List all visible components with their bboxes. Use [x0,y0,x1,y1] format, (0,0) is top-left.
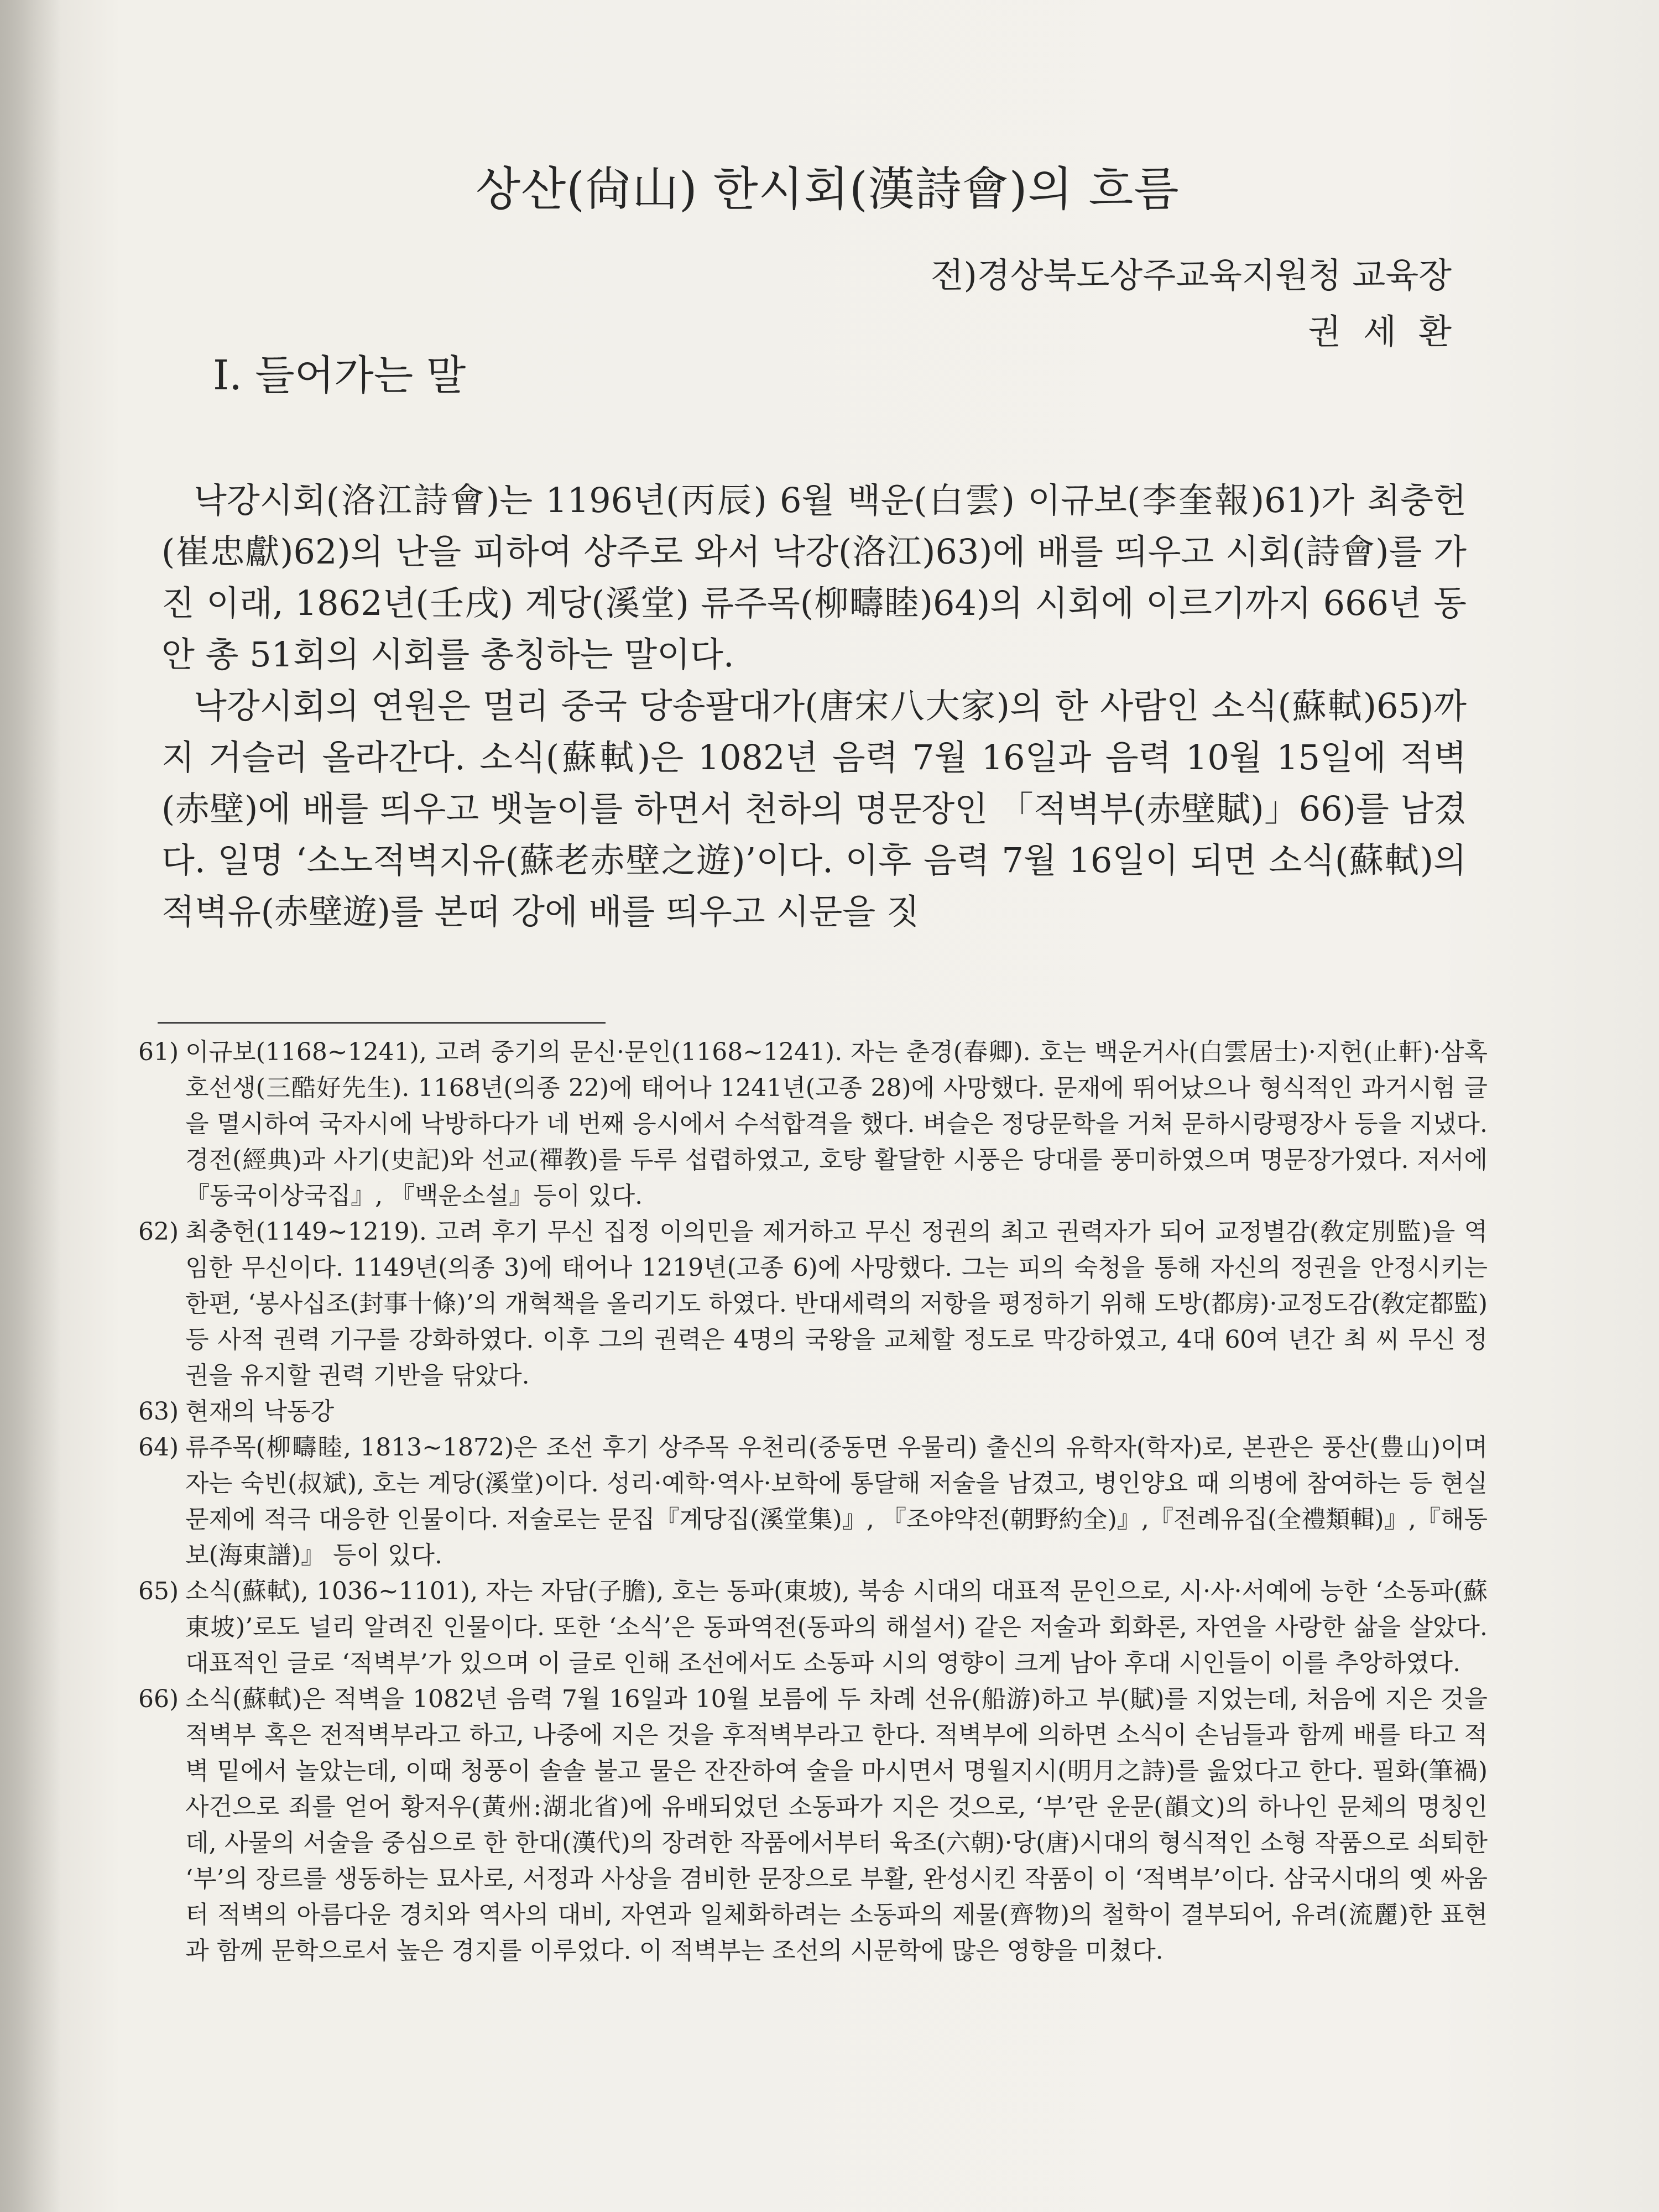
author-affiliation: 전)경상북도상주교육지원청 교육장 [930,255,1452,295]
footnote-number: 61) [138,1038,179,1066]
footnote-number: 63) [138,1397,179,1426]
author-name: 권세환 [1308,311,1474,352]
body-paragraph: 낙강시회의 연원은 멀리 중국 당송팔대가(唐宋八大家)의 한 사람인 소식(蘇軾)65)까지 거슬러 올라간다. 소식(蘇軾)은 1082년 음력 7월 16일과 음력 10월 15일에 적벽(赤壁)에 배를 띄우고 뱃놀이를 하면서 천하의 명문장인 「적벽부(赤壁賦)」66)를 남겼다. 일명 ‘소노적벽지유(蘇老赤壁之遊)’이다. 이후 음력 7월 16일이 되면 소식(蘇軾)의 적벽유(赤壁遊)를 본떠 강에 배를 띄우고 시문을 짓 [161,686,1467,932]
footnote-64 [138,1430,1488,1573]
body-paragraph: 낙강시회(洛江詩會)는 1196년(丙辰) 6월 백운(白雲) 이규보(李奎報)61)가 최충헌(崔忠獻)62)의 난을 피하여 상주로 와서 낙강(洛江)63)에 배를 띄우고 시회(詩會)를 가진 이래, 1862년(壬戌) 계당(溪堂) 류주목(柳疇睦)64)의 시회에 이르기까지 666년 동안 총 51회의 시회를 총칭하는 말이다. [161,480,1467,675]
footnote-text: 최충헌(1149~1219). 고려 후기 무신 집정 이의민을 제거하고 무신 정권의 최고 권력자가 되어 교정별감(敎定別監)을 역임한 무신이다. 1149년(의종 3)에 태어나 1219년(고종 6)에 사망했다. 그는 피의 숙청을 통해 자신의 정권을 안정시키는 한편, ‘봉사십조(封事十條)’의 개혁책을 올리기도 하였다. 반대세력의 저항을 평정하기 위해 도방(都房)·교정도감(敎定都監) 등 사적 권력 기구를 강화하였다. 이후 그의 권력은 4명의 국왕을 교체할 정도로 막강하였고, 4대 60여 년간 최 씨 무신 정권을 유지할 권력 기반을 닦았다. [185,1218,1488,1390]
footnote-text: 소식(蘇軾)은 적벽을 1082년 음력 7월 16일과 10월 보름에 두 차례 선유(船游)하고 부(賦)를 지었는데, 처음에 지은 것을 적벽부 혹은 전적벽부라고 하고, 나중에 지은 것을 후적벽부라고 한다. 적벽부에 의하면 소식이 손님들과 함께 배를 타고 적벽 밑에서 놀았는데, 이때 청풍이 솔솔 불고 물은 잔잔하여 술을 마시면서 명월지시(明月之詩)를 읊었다고 한다. 필화(筆禍) 사건으로 죄를 얻어 황저우(黃州:湖北省)에 유배되었던 소동파가 지은 것으로, ‘부’란 운문(韻文)의 하나인 문체의 명칭인데, 사물의 서술을 중심으로 한 한대(漢代)의 장려한 작품에서부터 육조(六朝)·당(唐)시대의 형식적인 소형 작품으로 쇠퇴한 ‘부’의 장르를 생동하는 묘사로, 서정과 사상을 겸비한 문장으로 부활, 완성시킨 작품이 이 ‘적벽부’이다. 삼국시대의 옛 싸움터 적벽의 아름다운 경치와 역사의 대비, 자연과 일체화하려는 소동파의 제물(齊物)의 철학이 결부되어, 유려(流麗)한 표현과 함께 문학으로서 높은 경지를 이루었다. 이 적벽부는 조선의 시문학에 많은 영향을 미쳤다. [185,1685,1488,1965]
article-title: 상산(尙山) 한시회(漢詩會)의 흐름 [476,162,1180,216]
section-heading: Ⅰ. 들어가는 말 [213,352,466,399]
footnote-text: 이규보(1168~1241), 고려 중기의 문신·문인(1168~1241). 자는 춘경(春卿). 호는 백운거사(白雲居士)·지헌(止軒)·삼혹호선생(三酷好先生). 1168년(의종 22)에 태어나 1241년(고종 28)에 사망했다. 문재에 뛰어났으나 형식적인 과거시험 글을 멸시하여 국자시에 낙방하다가 네 번째 응시에서 수석합격을 했다. 벼슬은 정당문학을 거쳐 문하시랑평장사 등을 지냈다. 경전(經典)과 사기(史記)와 선교(禪教)를 두루 섭렵하였고, 호탕 활달한 시풍은 당대를 풍미하였으며 명문장가였다. 저서에 『동국이상국집』, 『백운소설』등이 있다. [185,1038,1488,1210]
footnote-63 [138,1394,1488,1430]
footnote-61 [138,1034,1488,1214]
body-text [161,474,1467,937]
page-gutter-shadow [0,0,61,2212]
footnote-number: 64) [138,1433,179,1462]
footnote-text: 류주목(柳疇睦, 1813~1872)은 조선 후기 상주목 우천리(중동면 우물리) 출신의 유학자(학자)로, 본관은 풍산(豊山)이며 자는 숙빈(叔斌), 호는 계당(溪堂)이다. 성리·예학·역사·보학에 통달해 저술을 남겼고, 병인양요 때 의병에 참여하는 등 현실 문제에 적극 대응한 인물이다. 저술로는 문집『계당집(溪堂集)』, 『조야약전(朝野約全)』,『전례유집(全禮類輯)』,『해동보(海東譜)』 등이 있다. [185,1433,1488,1569]
footnote-62 [138,1214,1488,1394]
footnote-text: 소식(蘇軾), 1036~1101), 자는 자담(子膽), 호는 동파(東坡), 북송 시대의 대표적 문인으로, 시·사·서예에 능한 ‘소동파(蘇東坡)’로도 널리 알려진 인물이다. 또한 ‘소식’은 동파역전(동파의 해설서) 같은 저술과 회화론, 자연을 사랑한 삶을 살았다. 대표적인 글로 ‘적벽부’가 있으며 이 글로 인해 조선에서도 소동파 시의 영향이 크게 남아 후대 시인들이 이를 추앙하였다. [185,1577,1488,1677]
footnote-65 [138,1573,1488,1681]
footnote-text: 현재의 낙동강 [185,1397,335,1426]
footnote-66 [138,1681,1488,1969]
footnote-number: 65) [138,1577,179,1605]
footnotes [138,1034,1488,1969]
footnote-divider [158,1022,606,1024]
footnote-number: 66) [138,1685,179,1713]
footnote-number: 62) [138,1218,179,1246]
